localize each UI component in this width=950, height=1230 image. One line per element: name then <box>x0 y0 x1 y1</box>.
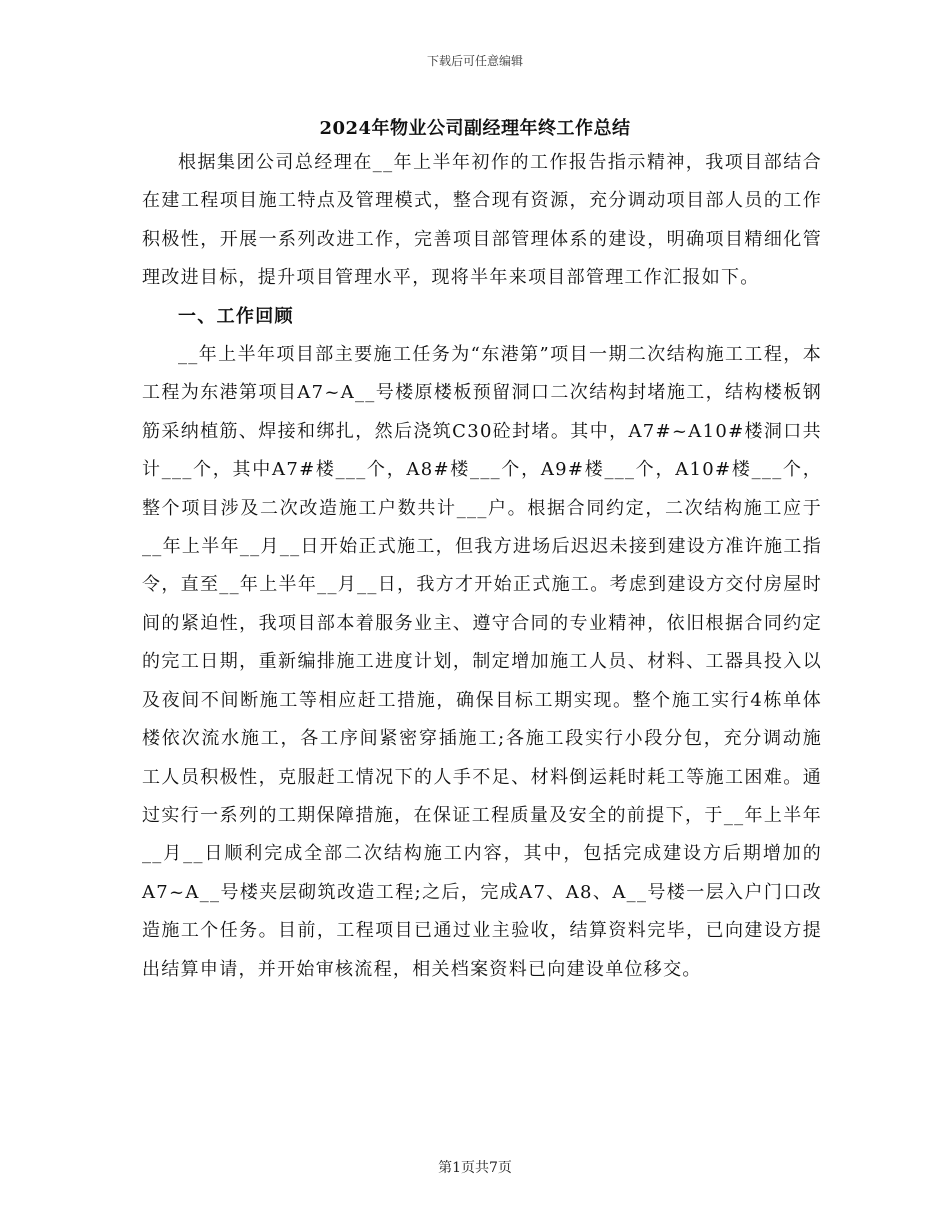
page-number-footer: 第1页共7页 <box>438 1160 512 1176</box>
section-heading-work-review: 一、工作回顾 <box>178 305 294 327</box>
document-body <box>142 144 822 989</box>
section-body-paragraph: __年上半年项目部主要施工任务为“东港第”项目一期二次结构施工工程，本工程为东港第项目A7~A__号楼原楼板预留洞口二次结构封堵施工，结构楼板钢筋采纳植筋、焊接和绑扎，然后浇筑C30砼封堵。其中，A7#~A10#楼洞口共计___个，其中A7#楼___个，A8#楼___个，A9#楼___个，A10#楼___个，整个项目涉及二次改造施工户数共计___户。根据合同约定，二次结构施工应于__年上半年__月__日开始正式施工，但我方进场后迟迟未接到建设方准许施工指令，直至__年上半年__月__日，我方才开始正式施工。考虑到建设方交付房屋时间的紧迫性，我项目部本着服务业主、遵守合同的专业精神，依旧根据合同约定的完工日期，重新编排施工进度计划，制定增加施工人员、材料、工器具投入以及夜间不间断施工等相应赶工措施，确保目标工期实现。整个施工实行4栋单体楼依次流水施工，各工序间紧密穿插施工;各施工段实行小段分包，充分调动施工人员积极性，克服赶工情况下的人手不足、材料倒运耗时耗工等施工困难。通过实行一系列的工期保障措施，在保证工程质量及安全的前提下，于__年上半年__月__日顺利完成全部二次结构施工内容，其中，包括完成建设方后期增加的A7~A__号楼夹层砌筑改造工程;之后，完成A7、A8、A__号楼一层入户门口改造施工个任务。目前，工程项目已通过业主验收，结算资料完毕，已向建设方提出结算申请，并开始审核流程，相关档案资料已向建设单位移交。 <box>142 344 822 980</box>
document-title: 2024年物业公司副经理年终工作总结 <box>319 118 631 139</box>
page-header-note: 下载后可任意编辑 <box>426 54 523 68</box>
intro-paragraph: 根据集团公司总经理在__年上半年初作的工作报告指示精神，我项目部结合在建工程项目施工特点及管理模式，整合现有资源，充分调动项目部人员的工作积极性，开展一系列改进工作，完善项目部管理体系的建设，明确项目精细化管理改进目标，提升项目管理水平，现将半年来项目部管理工作汇报如下。 <box>142 152 822 289</box>
